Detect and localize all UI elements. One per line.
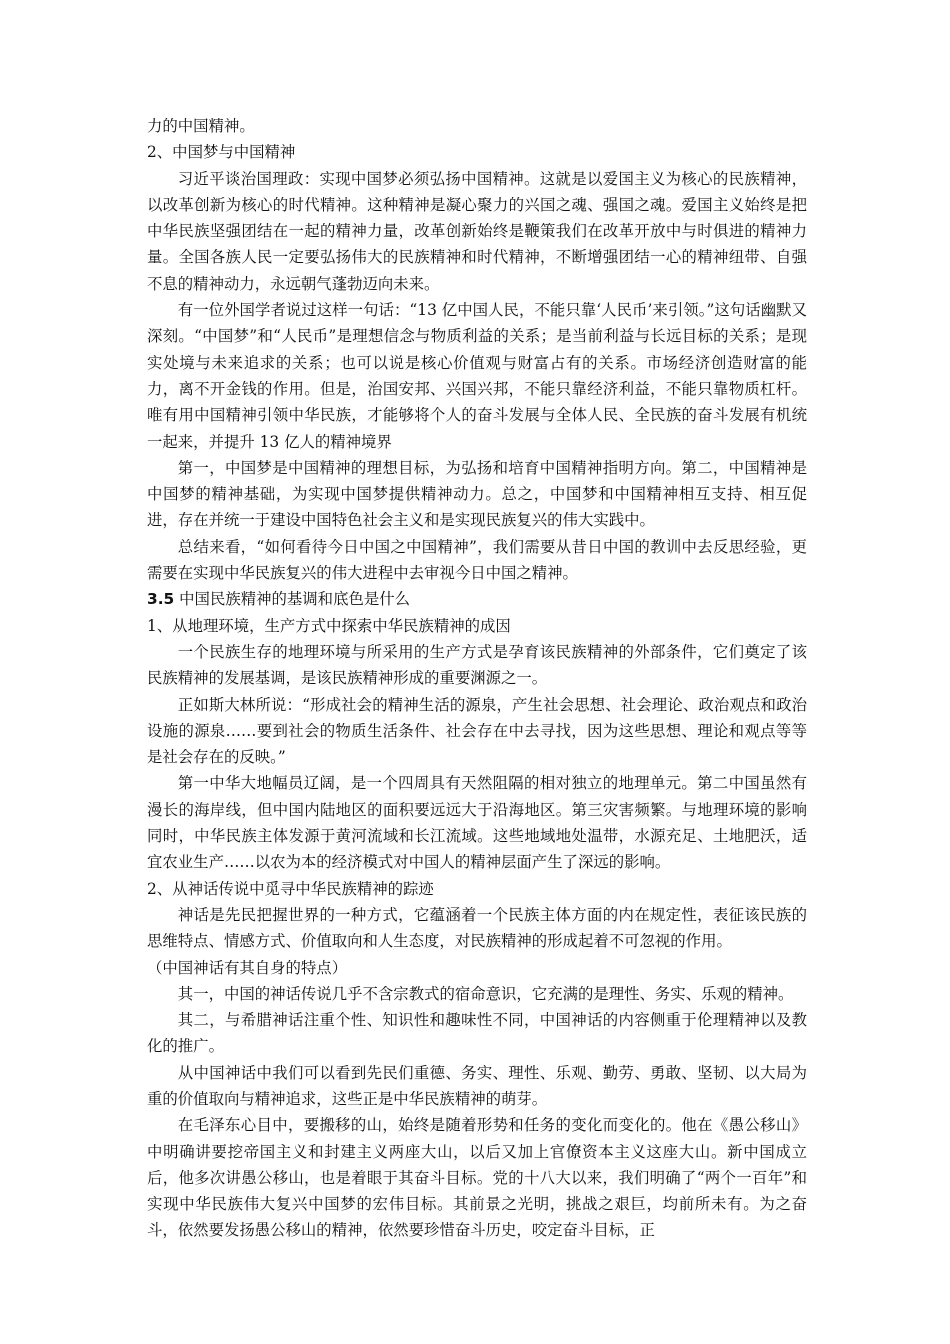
paragraph: 神话是先民把握世界的一种方式，它蕴涵着一个民族主体方面的内在规定性，表征该民族的思维特点、情感方式、价值取向和人生态度，对民族精神的形成起着不可忽视的作用。	[147, 905, 807, 951]
paragraph: 有一位外国学者说过这样一句话：“13 亿中国人民，不能只靠‘人民币’来引领。”这句话幽默又深刻。“中国梦”和“人民币”是理想信念与物质利益的关系；是当前利益与长远目标的关系；是现实处境与未来追求的关系；也可以说是核心价值观与财富占有的关系。市场经济创造财富的能力，离不开金钱的作用。但是，治国安邦、兴国兴邦，不能只靠经济利益，不能只靠物质杠杆。唯有用中国精神引领中华民族，才能够将个人的奋斗发展与全体人民、全民族的奋斗发展有机统一起来，并提升 13 亿人的精神境界	[147, 301, 807, 451]
paragraph: 其二，与希腊神话注重个性、知识性和趣味性不同，中国神话的内容侧重于伦理精神以及教化的推广。	[147, 1011, 807, 1056]
paragraph: 在毛泽东心目中，要搬移的山，始终是随着形势和任务的变化而变化的。他在《愚公移山》中明确讲要挖帝国主义和封建主义两座大山，以后又加上官僚资本主义这座大山。新中国成立后，他多次讲愚公移山，也是着眼于其奋斗目标。党的十八大以来，我们明确了“两个一百年”和实现中华民族伟大复兴中国梦的宏伟目标。其前景之光明，挑战之艰巨，均前所未有。为之奋斗，依然要发扬愚公移山的精神，依然要珍惜奋斗历史，咬定奋斗目标，正	[147, 1116, 807, 1240]
paragraph: 第一，中国梦是中国精神的理想目标，为弘扬和培育中国精神指明方向。第二，中国精神是中国梦的精神基础，为实现中国梦提供精神动力。总之，中国梦和中国精神相互支持、相互促进，存在并统一于建设中国特色社会主义和是实现民族复兴的伟大实践中。	[147, 458, 807, 530]
paragraph: 总结来看，“如何看待今日中国之中国精神”，我们需要从昔日中国的教训中去反思经验，更需要在实现中华民族复兴的伟大进程中去审视今日中国之精神。	[147, 537, 807, 583]
section-heading-2: 2、中国梦与中国精神	[147, 143, 296, 162]
section-heading-3-5	[147, 586, 807, 612]
paragraph-continuation: 力的中国精神。	[147, 117, 255, 135]
section-title: 中国民族精神的基调和底色是什么	[174, 590, 411, 609]
paragraph: 正如斯大林所说：“形成社会的精神生活的源泉，产生社会思想、社会理论、政治观点和政治设施的源泉……要到社会的物质生活条件、社会存在中去寻找，因为这些思想、理论和观点等等是社会存在的反映。”	[147, 695, 807, 767]
paragraph: 第一中华大地幅员辽阔，是一个四周具有天然阻隔的相对独立的地理单元。第二中国虽然有漫长的海岸线，但中国内陆地区的面积要远远大于沿海地区。第三灾害频繁。与地理环境的影响同时，中华民族主体发源于黄河流域和长江流域。这些地域地处温带，水源充足、土地肥沃，适宜农业生产……以农为本的经济模式对中国人的精神层面产生了深远的影响。	[147, 774, 807, 872]
section-number: 3.5	[147, 590, 175, 609]
paragraph-note: （中国神话有其自身的特点）	[147, 958, 348, 977]
subsection-heading-2: 2、从神话传说中觅寻中华民族精神的踪迹	[147, 879, 434, 898]
paragraph: 从中国神话中我们可以看到先民们重德、务实、理性、乐观、勤劳、勇敢、坚韧、以大局为重的价值取向与精神追求，这些正是中华民族精神的萌芽。	[147, 1063, 807, 1108]
paragraph: 一个民族生存的地理环境与所采用的生产方式是孕育该民族精神的外部条件，它们奠定了该民族精神的发展基调，是该民族精神形成的重要渊源之一。	[147, 642, 807, 688]
subsection-heading-1: 1、从地理环境，生产方式中探索中华民族精神的成因	[147, 616, 511, 635]
paragraph: 其一，中国的神话传说几乎不含宗教式的宿命意识，它充满的是理性、务实、乐观的精神。	[177, 984, 794, 1003]
paragraph: 习近平谈治国理政：实现中国梦必须弘扬中国精神。这就是以爱国主义为核心的民族精神，以改革创新为核心的时代精神。这种精神是凝心聚力的兴国之魂、强国之魂。爱国主义始终是把中华民族坚强团结在一起的精神力量，改革创新始终是鞭策我们在改革开放中与时俱进的精神力量。全国各族人民一定要弘扬伟大的民族精神和时代精神，不断增强团结一心的精神纽带、自强不息的精神动力，永远朝气蓬勃迈向未来。	[147, 169, 807, 293]
document-body	[147, 113, 807, 1244]
